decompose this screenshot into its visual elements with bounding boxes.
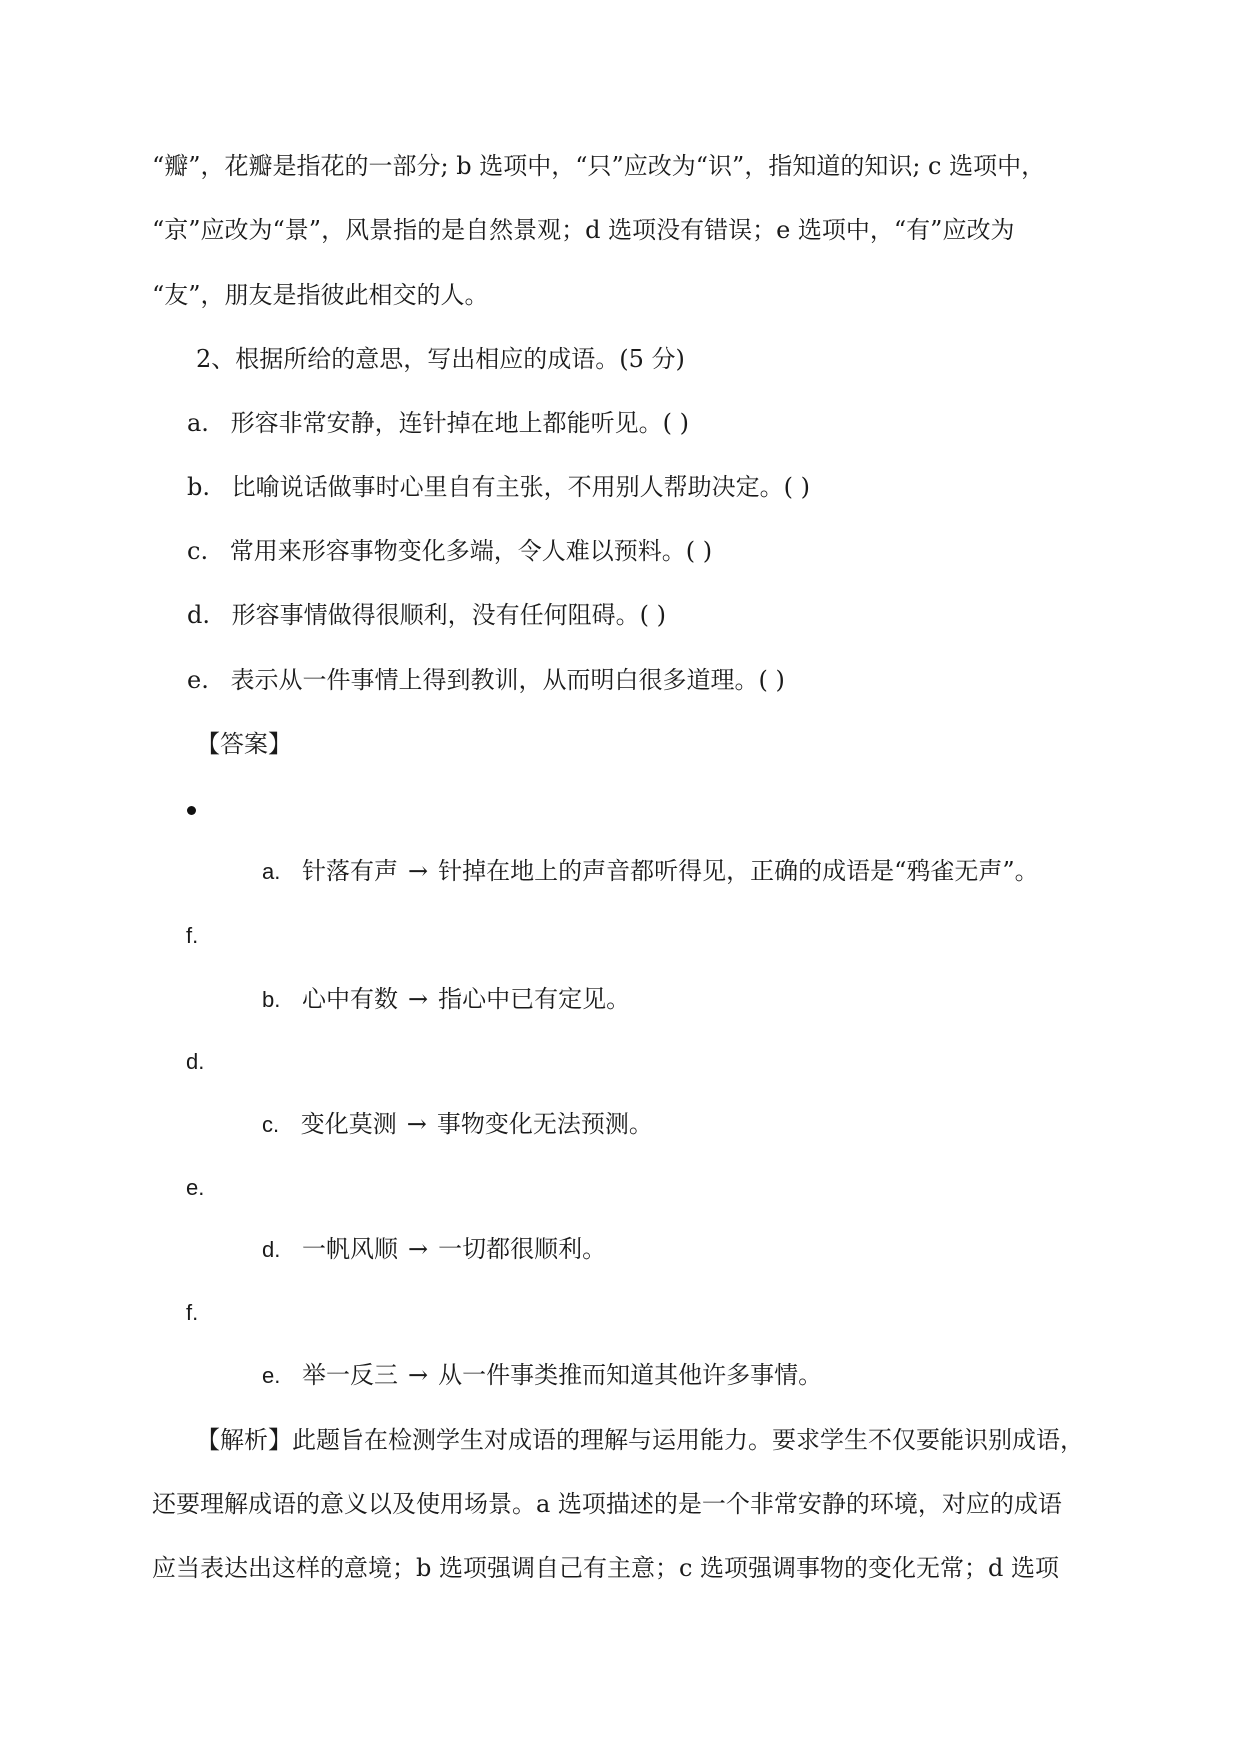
answer-item-b — [262, 983, 630, 1016]
answer-idiom: 一帆风顺 — [302, 1235, 398, 1263]
arrow-right-icon: → — [408, 857, 429, 885]
answer-idiom: 心中有数 — [302, 985, 398, 1013]
question-item-label: a. — [187, 409, 209, 437]
answer-explanation: 事物变化无法预测。 — [436, 1110, 653, 1138]
answer-explanation: 从一件事类推而知道其他许多事情。 — [438, 1361, 823, 1389]
answer-item-label: c. — [262, 1112, 280, 1137]
analysis-line-3: 应当表达出这样的意境；b 选项强调自己有主意；c 选项强调事物的变化无常；d 选项 — [152, 1554, 1060, 1582]
question-item-text: 表示从一件事情上得到教训，从而明白很多道理。( ) — [230, 666, 785, 694]
answer-marker: f. — [186, 1300, 199, 1325]
answer-marker: f. — [186, 923, 199, 948]
question-item-label: e. — [187, 666, 209, 694]
answer-idiom: 举一反三 — [302, 1361, 398, 1389]
arrow-right-icon: → — [406, 1110, 427, 1138]
answer-item-e — [262, 1359, 822, 1392]
question-item-b — [187, 471, 810, 503]
answer-item-d — [262, 1233, 606, 1266]
intro-line-2: “京”应改为“景”，风景指的是自然景观；d 选项没有错误；e 选项中，“有”应改为 — [152, 216, 1015, 244]
question-item-text: 常用来形容事物变化多端，令人难以预料。( ) — [229, 537, 713, 565]
answer-explanation: 指心中已有定见。 — [438, 985, 631, 1013]
answer-item-label: a. — [262, 859, 281, 884]
analysis-line-1: 【解析】此题旨在检测学生对成语的理解与运用能力。要求学生不仅要能识别成语， — [196, 1426, 1084, 1454]
list-bullet-icon — [187, 806, 196, 815]
answer-idiom: 针落有声 — [302, 857, 398, 885]
arrow-right-icon: → — [408, 1361, 429, 1389]
question-item-text: 比喻说话做事时心里自有主张，不用别人帮助决定。( ) — [231, 473, 810, 501]
question-item-label: d. — [187, 601, 210, 629]
answer-explanation: 针掉在地上的声音都听得见，正确的成语是“鸦雀无声”。 — [438, 857, 1039, 885]
answer-marker: d. — [186, 1049, 205, 1074]
question-item-e — [187, 664, 785, 696]
answer-heading: 【答案】 — [196, 730, 292, 758]
answer-explanation: 一切都很顺利。 — [438, 1235, 607, 1263]
arrow-right-icon: → — [408, 985, 429, 1013]
answer-marker: e. — [186, 1175, 205, 1200]
answer-item-label: d. — [262, 1237, 281, 1262]
arrow-right-icon: → — [408, 1235, 429, 1263]
answer-item-label: e. — [262, 1363, 281, 1388]
intro-line-3: “友”，朋友是指彼此相交的人。 — [152, 281, 489, 309]
question-title: 2、根据所给的意思，写出相应的成语。(5 分) — [196, 345, 685, 373]
answer-item-a — [262, 855, 1039, 888]
question-item-d — [187, 599, 666, 631]
question-item-a — [187, 407, 689, 439]
question-item-label: c. — [187, 537, 209, 565]
answer-item-c — [262, 1108, 653, 1141]
question-item-label: b. — [187, 473, 210, 501]
question-item-text: 形容非常安静，连针掉在地上都能听见。( ) — [230, 409, 689, 437]
intro-line-1: “瓣”，花瓣是指花的一部分; b 选项中，“只”应改为“识”，指知道的知识; c 选项中， — [152, 152, 1046, 180]
question-item-c — [187, 535, 712, 567]
answer-idiom: 变化莫测 — [300, 1110, 397, 1138]
answer-item-label: b. — [262, 987, 281, 1012]
question-item-text: 形容事情做得很顺利，没有任何阻碍。( ) — [231, 601, 666, 629]
analysis-line-2: 还要理解成语的意义以及使用场景。a 选项描述的是一个非常安静的环境，对应的成语 — [152, 1490, 1062, 1518]
